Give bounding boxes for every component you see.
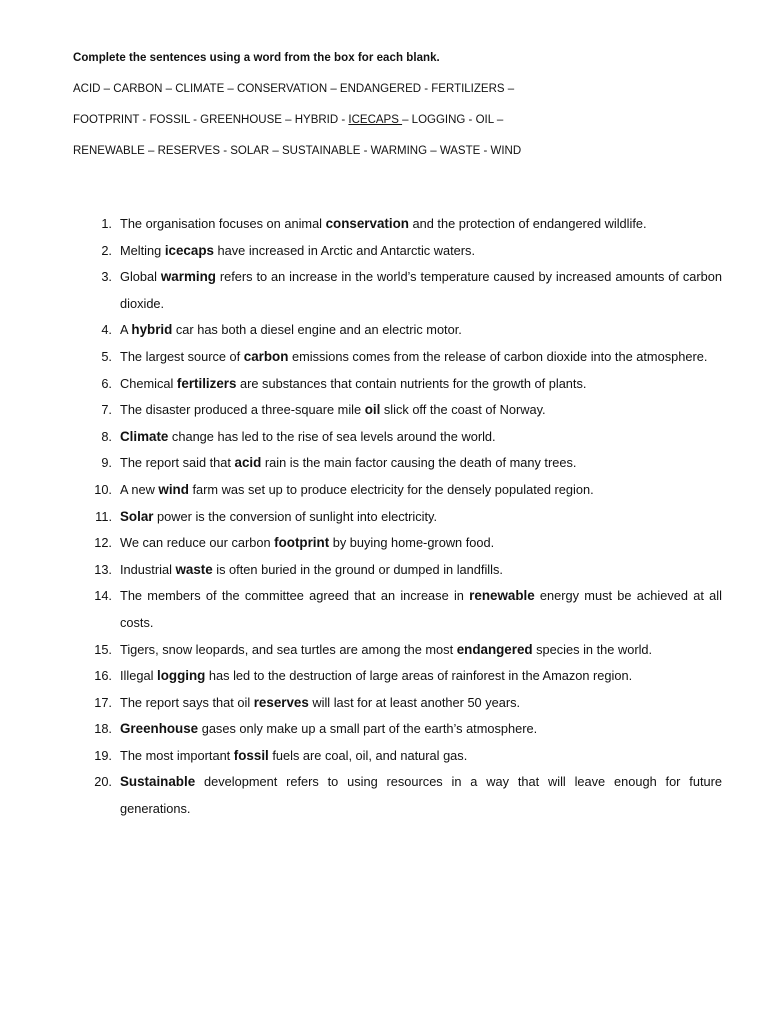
sentence-number: 2. <box>101 242 112 258</box>
sentence-item <box>90 344 722 371</box>
sentence-number: 18. <box>94 721 112 737</box>
sentence-text-after: slick off the coast of Norway. <box>380 402 546 418</box>
sentence-number: 12. <box>94 535 112 551</box>
sentence-text-after: have increased in Arctic and Antarctic waters. <box>213 242 475 258</box>
sentence-number: 9. <box>101 455 112 471</box>
sentence-number: 8. <box>101 428 112 444</box>
sentence-item <box>90 663 722 690</box>
answer-word: Solar <box>120 508 154 524</box>
sentence-text-before: Chemical <box>120 375 177 391</box>
sentence-text-before: A new <box>120 481 159 497</box>
answer-word: oil <box>364 402 381 418</box>
sentence-item <box>90 557 722 584</box>
sentence-item <box>90 424 722 451</box>
sentence-text-after: energy must be achieved at all costs. <box>120 588 722 630</box>
sentence-item <box>90 583 722 636</box>
sentence-number: 16. <box>94 668 112 684</box>
sentence-text-after: development refers to using resources in a way that will leave enough for future generations. <box>120 774 722 817</box>
answer-word: icecaps <box>164 242 214 258</box>
sentence-text-after: car has both a diesel engine and an electric motor. <box>172 322 462 338</box>
sentence-text-before: Global <box>120 269 161 285</box>
sentence-list <box>90 211 722 823</box>
answer-word: renewable <box>469 588 535 604</box>
sentence-item <box>90 450 722 477</box>
sentence-text-before: Tigers, snow leopards, and sea turtles are among the most <box>120 641 457 657</box>
sentence-number: 17. <box>94 694 112 710</box>
sentence-text-before: Illegal <box>120 668 157 684</box>
sentence-text-before: A <box>120 322 132 338</box>
answer-word: fossil <box>233 747 269 763</box>
answer-word: fertilizers <box>176 375 237 391</box>
sentence-number: 11. <box>95 508 112 524</box>
word-box-line-2-end: – LOGGING - OIL – <box>402 114 504 126</box>
sentence-number: 14. <box>94 588 112 604</box>
sentence-item <box>90 317 722 344</box>
sentence-text-after: change has led to the rise of sea levels around the world. <box>168 428 496 444</box>
sentence-text-after: power is the conversion of sunlight into electricity. <box>153 508 438 524</box>
answer-word: warming <box>160 269 216 285</box>
sentence-text-after: emissions comes from the release of carbon dioxide into the atmosphere. <box>288 348 708 364</box>
answer-word: Sustainable <box>120 774 196 790</box>
sentence-item <box>90 769 722 822</box>
sentence-text-before: The report says that oil <box>120 694 254 710</box>
sentence-text-before: The most important <box>120 747 234 763</box>
sentence-item <box>90 397 722 424</box>
sentence-text-before: The report said that <box>120 455 235 471</box>
sentence-text-after: gases only make up a small part of the earth’s atmosphere. <box>198 721 538 737</box>
sentence-text-after: fuels are coal, oil, and natural gas. <box>268 747 468 763</box>
sentence-number: 6. <box>101 375 112 391</box>
sentence-text-after: species in the world. <box>532 641 653 657</box>
word-box-line-1: ACID – CARBON – CLIMATE – CONSERVATION – ENDANGERED - FERTILIZERS – <box>73 83 515 95</box>
word-box-line-3: RENEWABLE – RESERVES - SOLAR – SUSTAINABLE - WARMING – WASTE - WIND <box>73 145 522 157</box>
underlined-word-icecaps: ICECAPS <box>348 114 403 126</box>
answer-word: footprint <box>274 535 330 551</box>
answer-word: Climate <box>120 428 169 444</box>
sentence-text-before: The members of the committee agreed that an increase in <box>120 588 470 604</box>
answer-word: Greenhouse <box>120 721 199 737</box>
sentence-text-after: are substances that contain nutrients for the growth of plants. <box>236 375 587 391</box>
sentence-item <box>90 530 722 557</box>
answer-word: hybrid <box>131 322 173 338</box>
sentence-item <box>90 690 722 717</box>
sentence-item <box>90 238 722 265</box>
answer-word: acid <box>234 455 262 471</box>
instruction-heading: Complete the sentences using a word from the box for each blank. <box>73 52 440 64</box>
sentence-item <box>90 211 722 238</box>
sentence-number: 20. <box>94 774 112 790</box>
sentence-number: 3. <box>101 269 112 285</box>
answer-word: carbon <box>243 348 289 364</box>
sentence-number: 13. <box>94 561 112 577</box>
sentence-text-before: The disaster produced a three-square mile <box>120 402 365 418</box>
sentence-item <box>90 504 722 531</box>
sentence-item <box>90 743 722 770</box>
sentence-text-after: has led to the destruction of large areas of rainforest in the Amazon region. <box>205 668 633 684</box>
sentence-item <box>90 477 722 504</box>
sentence-item <box>90 264 722 317</box>
sentence-text-after: is often buried in the ground or dumped in landfills. <box>212 561 503 577</box>
answer-word: wind <box>158 481 189 497</box>
sentence-text-before: The organisation focuses on animal <box>120 216 326 231</box>
answer-word: endangered <box>456 641 533 657</box>
sentence-item <box>90 716 722 743</box>
sentence-text-before: Industrial <box>120 561 176 577</box>
sentence-number: 10. <box>94 481 112 497</box>
answer-word: waste <box>175 561 213 577</box>
word-box-line-2 <box>73 114 503 126</box>
sentence-item <box>90 371 722 398</box>
answer-word: logging <box>157 668 206 684</box>
sentence-text-after: and the protection of endangered wildlife. <box>408 216 647 231</box>
sentence-text-before: Melting <box>120 242 165 258</box>
sentence-text-after: will last for at least another 50 years. <box>308 694 521 710</box>
sentence-text-after: by buying home-grown food. <box>329 535 495 551</box>
sentence-text-before: The largest source of <box>120 348 244 364</box>
sentence-text-after: farm was set up to produce electricity for the densely populated region. <box>188 481 594 497</box>
sentence-text-after: rain is the main factor causing the death of many trees. <box>261 455 577 471</box>
answer-word: conservation <box>325 216 409 231</box>
sentence-item <box>90 637 722 664</box>
word-box-line-2-start: FOOTPRINT - FOSSIL - GREENHOUSE – HYBRID - <box>73 114 349 126</box>
sentence-text-after: refers to an increase in the world’s temperature caused by increased amounts of carbon dioxide. <box>120 269 722 311</box>
sentence-number: 19. <box>94 747 112 763</box>
answer-word: reserves <box>253 694 309 710</box>
sentence-number: 7. <box>101 402 112 418</box>
sentence-text-before: We can reduce our carbon <box>120 535 275 551</box>
sentence-number: 15. <box>94 641 112 657</box>
sentence-number: 4. <box>101 322 112 338</box>
sentence-number: 1. <box>101 216 112 231</box>
sentence-number: 5. <box>101 348 112 364</box>
